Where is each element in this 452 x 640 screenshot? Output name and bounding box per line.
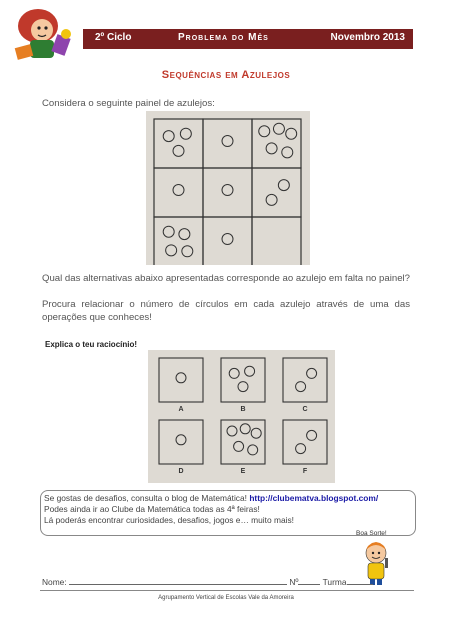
option-label: F [302,468,308,475]
panel-circle [222,234,233,245]
blog-link[interactable]: http://clubematva.blogspot.com/ [249,493,379,503]
explain-label: Explica o teu raciocínio! [45,340,138,349]
answer-options-image [148,350,335,483]
option-circle [176,435,186,445]
option-tile-c[interactable] [283,358,327,402]
option-tile-d[interactable] [159,420,203,464]
option-circle [238,382,248,392]
good-luck-text: Boa Sorte! [356,530,387,537]
intro-text: Considera o seguinte painel de azulejos: [42,98,215,109]
mascot-illustration [8,6,88,68]
header-date: Novembro 2013 [330,32,405,43]
tile-panel-drawing [146,111,310,265]
footer-school: Agrupamento Vertical de Escolas Vale da Amoreira [158,595,294,601]
info-line-1 [44,493,378,503]
option-circle [240,424,250,434]
panel-circle [282,147,293,158]
panel-tile [203,217,252,265]
panel-circle [182,246,193,257]
option-tile-e[interactable] [221,420,265,464]
tile-panel-image [146,111,310,265]
option-circle [251,428,261,438]
name-field[interactable] [69,575,287,585]
option-label: A [178,406,184,413]
option-tile-f[interactable] [283,420,327,464]
number-field[interactable] [298,575,320,585]
name-label: Nome: [42,577,67,587]
footer-fields [42,575,373,587]
option-label: D [178,468,184,475]
panel-tile [154,168,203,217]
panel-circle [166,245,177,256]
option-tile-b[interactable] [221,358,265,402]
header-bar [83,29,413,49]
panel-circle [273,123,284,134]
panel-circle [222,136,233,147]
option-circle [234,441,244,451]
option-circle [296,444,306,454]
option-circle [296,382,306,392]
panel-circle [266,143,277,154]
panel-tile [154,217,203,265]
info-line-1-text: Se gostas de desafios, consulta o blog de Matemática! [44,493,250,503]
panel-circle [266,194,277,205]
panel-circle [173,185,184,196]
number-label: Nº [289,577,299,587]
class-field[interactable] [347,575,373,585]
panel-circle [222,185,233,196]
option-circle [227,426,237,436]
option-circle [307,368,317,378]
option-tile-a[interactable] [159,358,203,402]
panel-circle [163,131,174,142]
info-line-3: Lá poderás encontrar curiosidades, desafios, jogos e… muito mais! [44,515,294,525]
panel-circle [173,145,184,156]
panel-tile [252,217,301,265]
option-circle [229,368,239,378]
option-circle [245,366,255,376]
instruction-text: Procura relacionar o número de círculos em cada azulejo através de uma das operações que conheces! [42,299,410,323]
panel-circle [163,226,174,237]
answer-options-drawing [148,350,335,483]
panel-circle [286,128,297,139]
panel-circle [278,180,289,191]
option-label: B [240,406,246,413]
option-circle [248,445,258,455]
header-title: Problema do Mês [178,32,269,43]
option-label: C [302,406,308,413]
footer-divider [40,590,414,591]
panel-tile [203,119,252,168]
question-text: Qual das alternativas abaixo apresentadas corresponde ao azulejo em falta no painel? [42,273,411,284]
class-label: Turma [322,577,347,587]
panel-circle [179,229,190,240]
panel-tile [154,119,203,168]
panel-tile [252,168,301,217]
header-cycle: 2º Ciclo [95,32,132,43]
panel-circle [259,126,270,137]
panel-tile [203,168,252,217]
option-circle [176,373,186,383]
option-circle [307,430,317,440]
section-title: Sequências em Azulejos [161,69,291,81]
panel-tile [252,119,301,168]
info-line-2: Podes ainda ir ao Clube da Matemática todas as 4ª feiras! [44,504,260,514]
panel-circle [180,128,191,139]
option-label: E [240,468,246,475]
